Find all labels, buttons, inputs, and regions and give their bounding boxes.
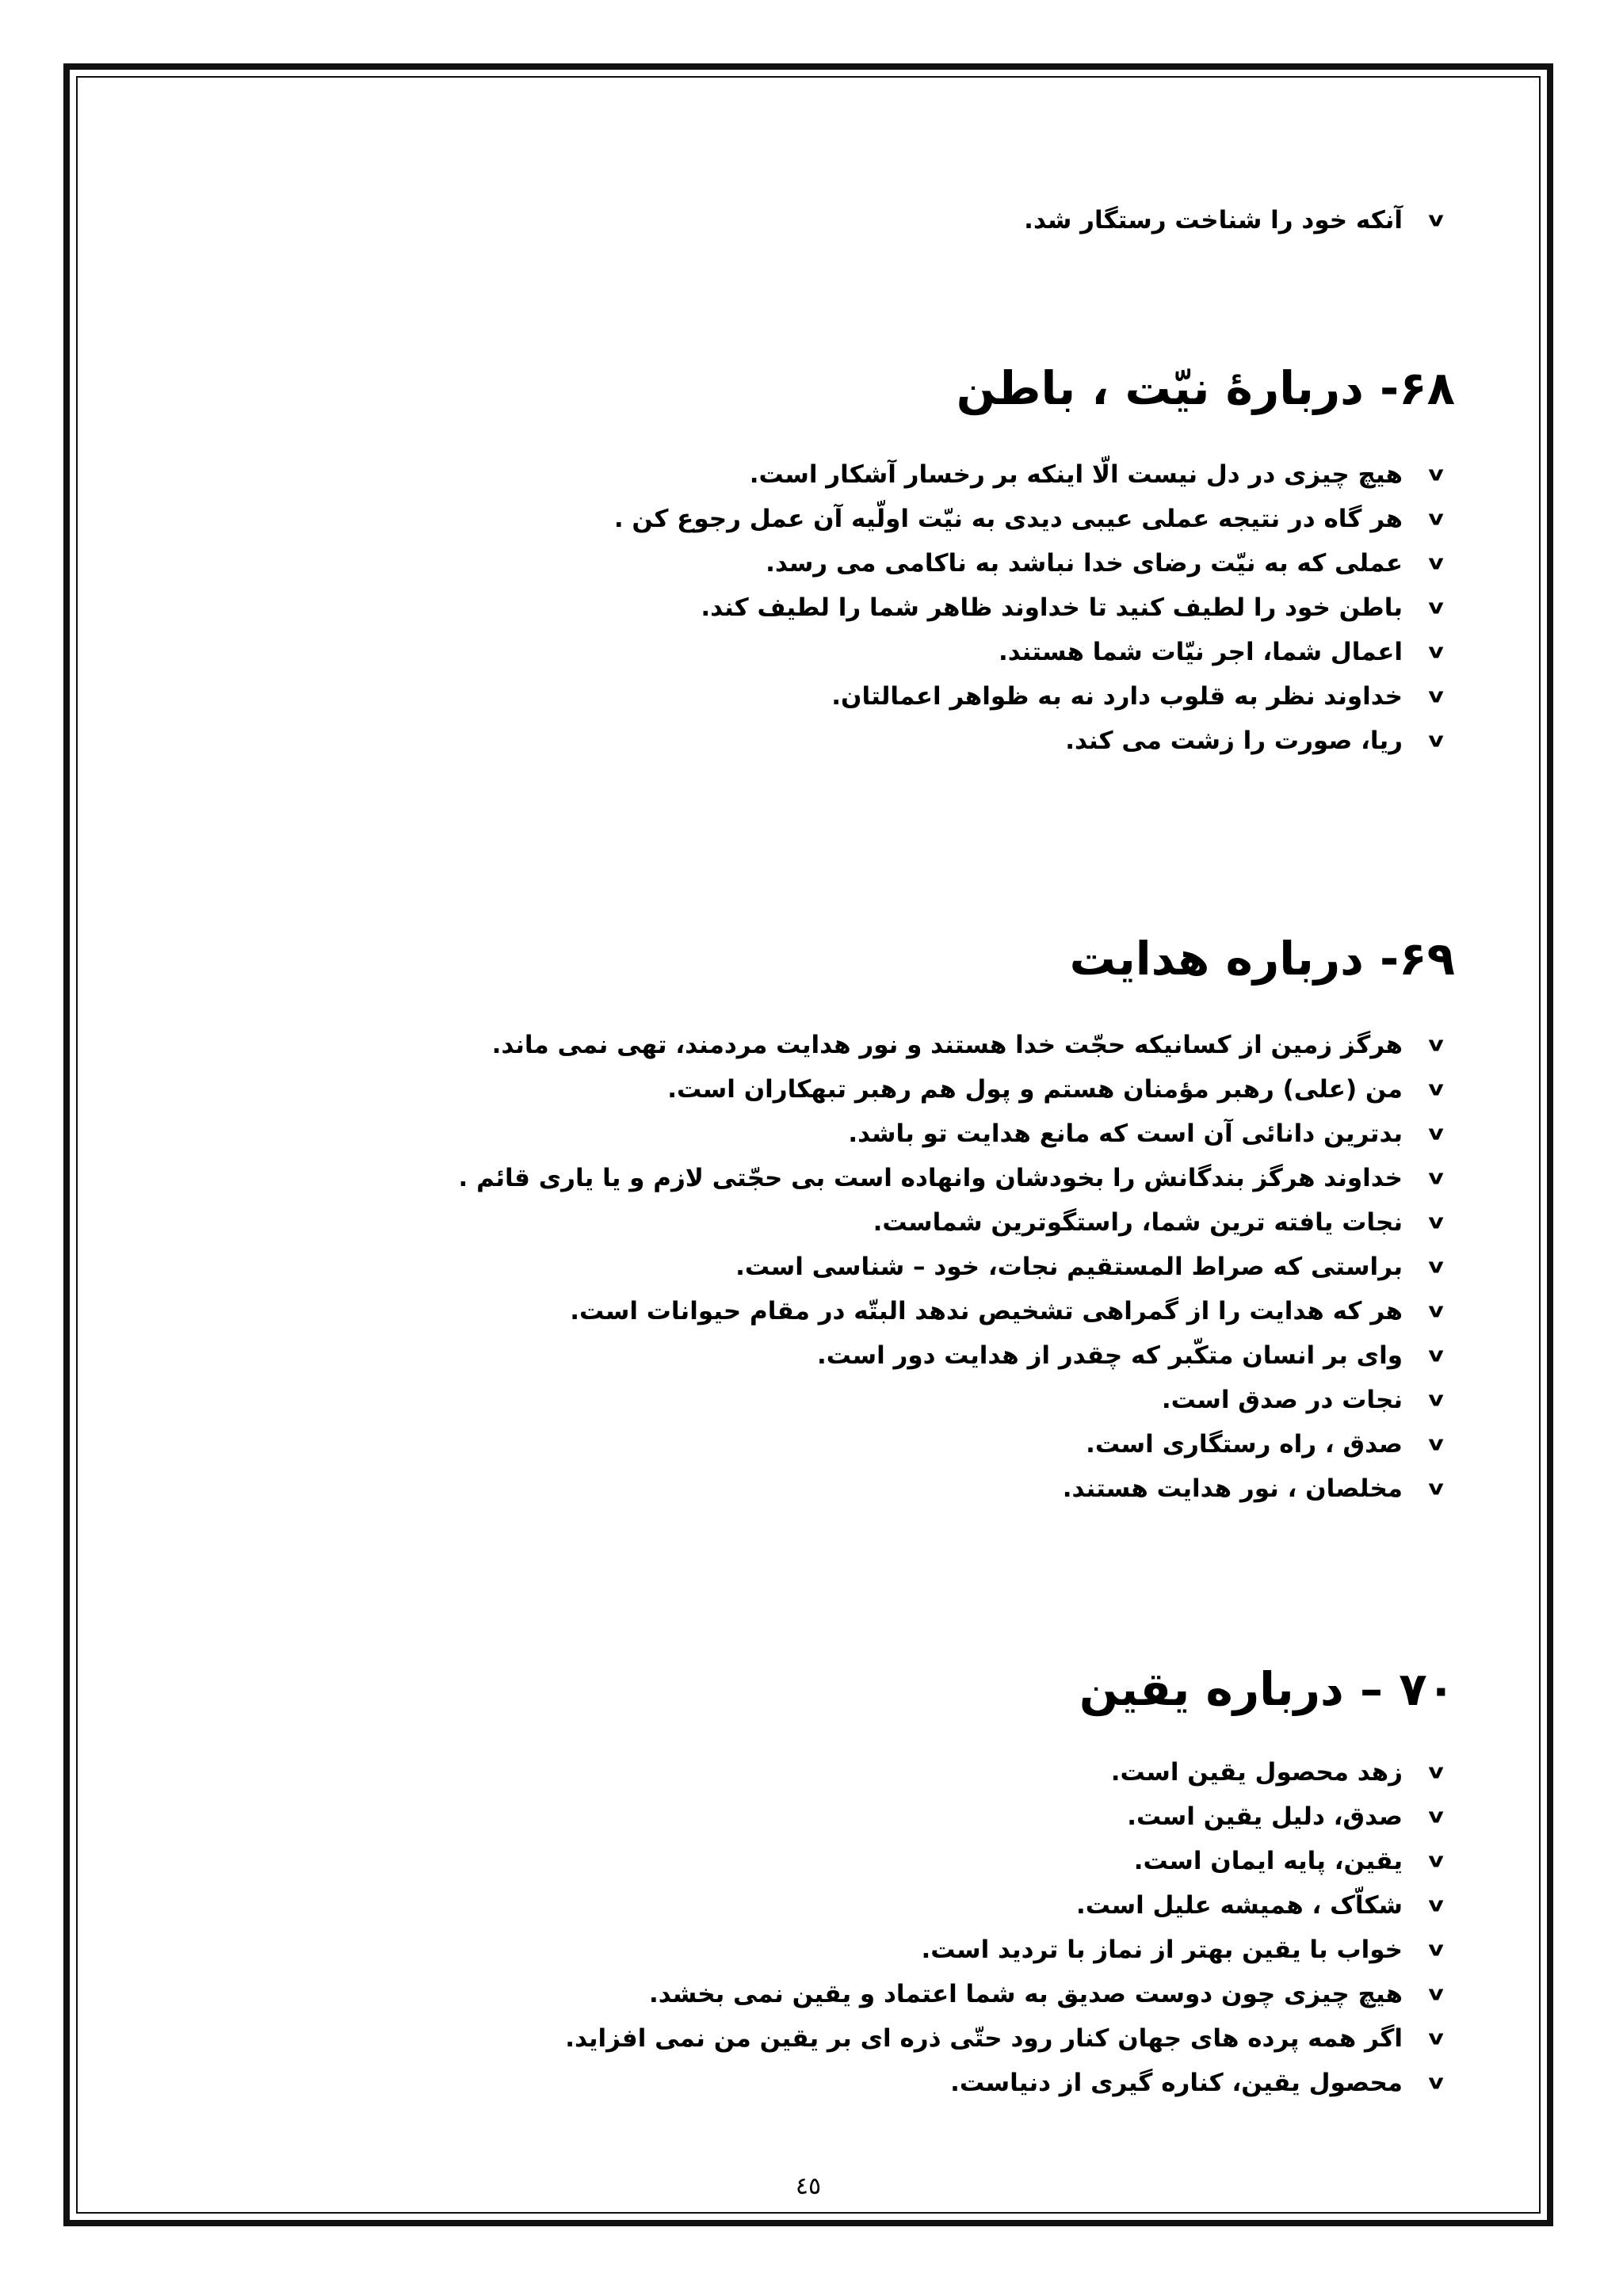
list-item bbox=[459, 1245, 1455, 1289]
document-page bbox=[76, 76, 1541, 2214]
list-item bbox=[459, 1333, 1455, 1378]
list-item-text: هر که هدایت را از گمراهی تشخیص ندهد البتّه در مقام حیوانات است. bbox=[570, 1297, 1403, 1325]
check-bullet-icon: v bbox=[1428, 684, 1444, 708]
check-bullet-icon: v bbox=[1428, 1077, 1444, 1101]
check-bullet-icon: v bbox=[1428, 1210, 1444, 1234]
check-bullet-icon: v bbox=[1428, 1121, 1444, 1146]
list-item-text: خداوند هرگز بندگانش را بخودشان وانهاده است بی حجّتی لازم و یا یاری قائم . bbox=[458, 1164, 1403, 1192]
list-item bbox=[1024, 198, 1455, 242]
check-bullet-icon: v bbox=[1428, 1981, 1444, 2006]
check-bullet-icon: v bbox=[1428, 506, 1444, 531]
list-item bbox=[459, 1378, 1455, 1422]
list-item bbox=[565, 1794, 1455, 1839]
list-item-text: زهد محصول یقین است. bbox=[1110, 1758, 1403, 1787]
list-item bbox=[459, 1112, 1455, 1156]
list-item-text: هیچ چیزی در دل نیست الّا اینکه بر رخسار آشکار است. bbox=[749, 460, 1403, 489]
list-item bbox=[614, 497, 1455, 541]
check-bullet-icon: v bbox=[1428, 1804, 1444, 1829]
top-list bbox=[1024, 198, 1455, 242]
list-item bbox=[565, 1883, 1455, 1928]
list-item-text: هرگز زمین از کسانیکه حجّت خدا هستند و نور هدایت مردمند، تهی نمی ماند. bbox=[491, 1031, 1403, 1059]
list-item-text: اگر همه پرده های جهان کنار رود حتّی ذره ای بر یقین من نمی افزاید. bbox=[565, 2024, 1403, 2053]
list-item bbox=[614, 674, 1455, 719]
list-item-text: اعمال شما، اجر نیّات شما هستند. bbox=[998, 638, 1403, 666]
list-item-text: صدق، دلیل یقین است. bbox=[1127, 1802, 1403, 1831]
check-bullet-icon: v bbox=[1428, 2070, 1444, 2095]
check-bullet-icon: v bbox=[1428, 1254, 1444, 1279]
list-item-text: شکاّک ، همیشه علیل است. bbox=[1076, 1891, 1403, 1920]
check-bullet-icon: v bbox=[1428, 1032, 1444, 1057]
list-item bbox=[565, 1750, 1455, 1794]
list-item bbox=[614, 719, 1455, 763]
list-item-text: وای بر انسان متکّبر که چقدر از هدایت دور است. bbox=[816, 1341, 1403, 1370]
list-item-text: ریا، صورت را زشت می کند. bbox=[1065, 727, 1403, 755]
list-item bbox=[565, 1972, 1455, 2016]
check-bullet-icon: v bbox=[1428, 462, 1444, 486]
list-item-text: خواب با یقین بهتر از نماز با تردید است. bbox=[921, 1936, 1403, 1964]
check-bullet-icon: v bbox=[1428, 1937, 1444, 1962]
check-bullet-icon: v bbox=[1428, 1432, 1444, 1456]
check-bullet-icon: v bbox=[1428, 551, 1444, 575]
list-item-text: من (علی) رهبر مؤمنان هستم و پول هم رهبر تبهکاران است. bbox=[667, 1075, 1403, 1104]
check-bullet-icon: v bbox=[1428, 728, 1444, 753]
list-item bbox=[565, 1839, 1455, 1883]
section-70-title: ۷۰ – درباره یقین bbox=[1079, 1662, 1455, 1716]
list-item bbox=[459, 1200, 1455, 1245]
check-bullet-icon: v bbox=[1428, 1299, 1444, 1323]
list-item bbox=[614, 585, 1455, 630]
check-bullet-icon: v bbox=[1428, 208, 1444, 232]
check-bullet-icon: v bbox=[1428, 2026, 1444, 2050]
list-item-text: هر گاه در نتیجه عملی عیبی دیدی به نیّت اولّیه آن عمل رجوع کن . bbox=[613, 505, 1403, 533]
section-68-list bbox=[614, 452, 1455, 763]
list-item-text: یقین، پایه ایمان است. bbox=[1133, 1847, 1403, 1875]
section-70-list bbox=[565, 1750, 1455, 2105]
list-item-text: مخلصان ، نور هدایت هستند. bbox=[1062, 1474, 1403, 1503]
section-68-title: ۶۸- دربارۀ نیّت ، باطن bbox=[956, 361, 1455, 415]
list-item bbox=[614, 630, 1455, 674]
list-item bbox=[459, 1067, 1455, 1112]
list-item-text: خداوند نظر به قلوب دارد نه به ظواهر اعمالتان. bbox=[831, 682, 1403, 711]
list-item bbox=[565, 1928, 1455, 1972]
list-item bbox=[459, 1156, 1455, 1200]
check-bullet-icon: v bbox=[1428, 1848, 1444, 1873]
list-item bbox=[565, 2016, 1455, 2061]
check-bullet-icon: v bbox=[1428, 1893, 1444, 1917]
list-item-text: نجات در صدق است. bbox=[1161, 1386, 1403, 1414]
list-item-text: صدق ، راه رستگاری است. bbox=[1086, 1430, 1403, 1459]
list-item bbox=[459, 1466, 1455, 1511]
list-item-text: باطن خود را لطیف کنید تا خداوند ظاهر شما را لطیف کند. bbox=[701, 593, 1403, 622]
list-item bbox=[459, 1023, 1455, 1067]
list-item-text: محصول یقین، کناره گیری از دنیاست. bbox=[950, 2069, 1403, 2097]
list-item-text: عملی که به نیّت رضای خدا نباشد به ناکامی می رسد. bbox=[766, 549, 1403, 578]
section-69-list bbox=[459, 1023, 1455, 1511]
list-item bbox=[565, 2061, 1455, 2105]
list-item bbox=[459, 1289, 1455, 1333]
list-item bbox=[614, 452, 1455, 497]
list-item-text: آنکه خود را شناخت رستگار شد. bbox=[1024, 206, 1403, 235]
list-item-text: براستی که صراط المستقیم نجات، خود – شناسی است. bbox=[735, 1253, 1403, 1281]
list-item-text: هیچ چیزی چون دوست صدیق به شما اعتماد و یقین نمی بخشد. bbox=[649, 1980, 1403, 2008]
page-number: ٤٥ bbox=[795, 2172, 822, 2200]
check-bullet-icon: v bbox=[1428, 1343, 1444, 1367]
check-bullet-icon: v bbox=[1428, 1387, 1444, 1412]
check-bullet-icon: v bbox=[1428, 639, 1444, 664]
list-item-text: بدترین دانائی آن است که مانع هدایت تو باشد. bbox=[848, 1119, 1403, 1148]
check-bullet-icon: v bbox=[1428, 1476, 1444, 1501]
check-bullet-icon: v bbox=[1428, 595, 1444, 620]
check-bullet-icon: v bbox=[1428, 1165, 1444, 1190]
check-bullet-icon: v bbox=[1428, 1760, 1444, 1784]
section-69-title: ۶۹- درباره هدایت bbox=[1069, 932, 1455, 986]
list-item-text: نجات یافته ترین شما، راستگوترین شماست. bbox=[873, 1208, 1403, 1237]
list-item bbox=[459, 1422, 1455, 1466]
list-item bbox=[614, 541, 1455, 585]
